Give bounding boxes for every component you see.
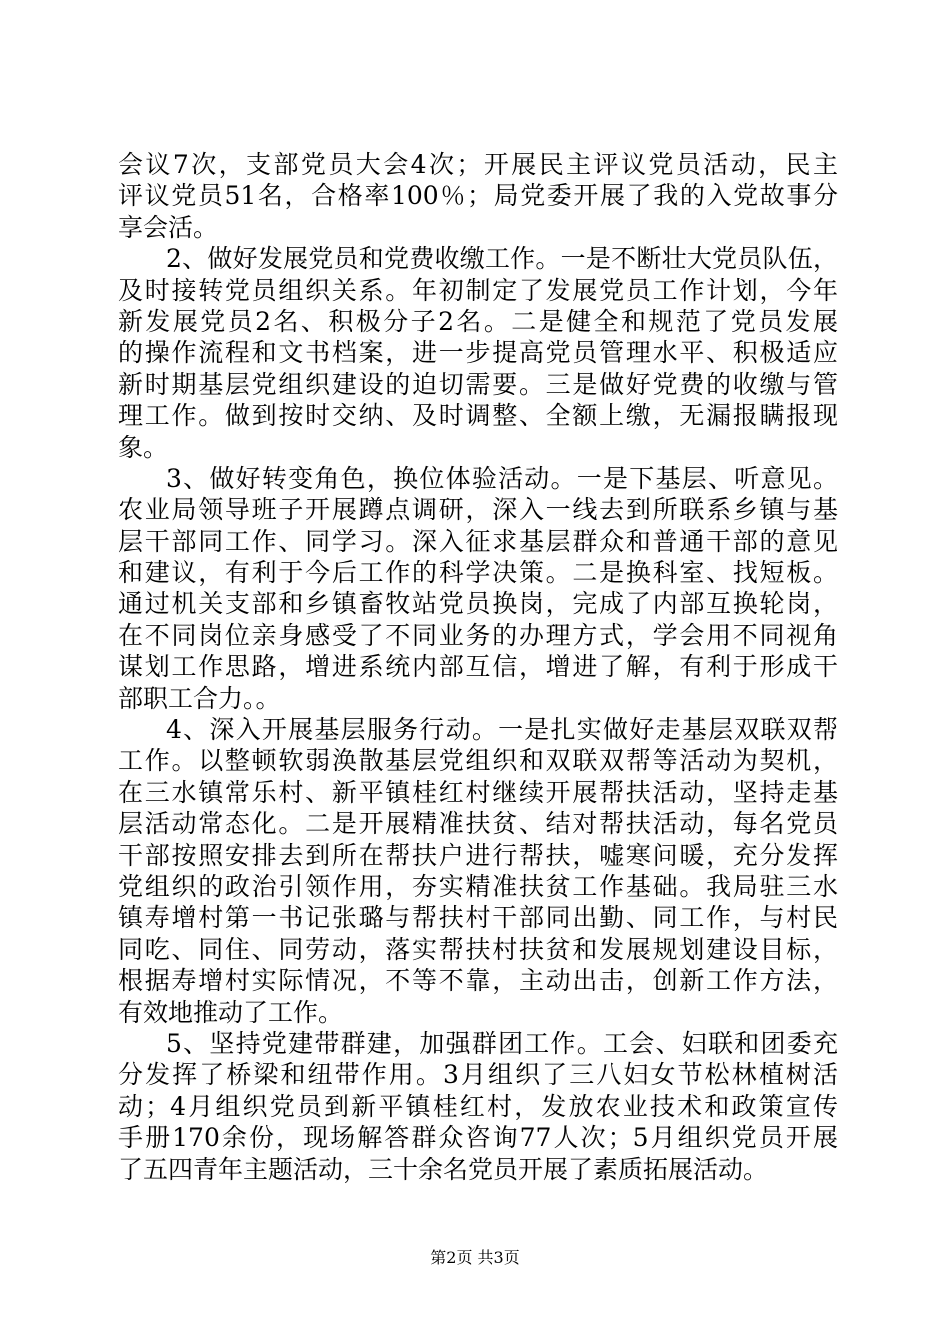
- text-line: 农业局领导班子开展蹲点调研，深入一线去到所联系乡镇与基: [118, 495, 838, 525]
- text-line: 新发展党员2名、积极分子2名。二是健全和规范了党员发展: [118, 306, 838, 336]
- text-line: 谋划工作思路，增进系统内部互信，增进了解，有利于形成干: [118, 652, 838, 682]
- text-line: 在三水镇常乐村、新平镇桂红村继续开展帮扶活动，坚持走基: [118, 777, 838, 807]
- text-line: 根据寿增村实际情况，不等不靠，主动出击，创新工作方法，: [118, 966, 838, 996]
- text-line: 有效地推动了工作。: [118, 997, 344, 1027]
- text-line: 评议党员51名，合格率100％；局党委开展了我的入党故事分: [118, 181, 838, 211]
- text-line: 干部按照安排去到所在帮扶户进行帮扶，嘘寒问暖，充分发挥: [118, 840, 838, 870]
- paragraph: [118, 243, 838, 463]
- document-body: [118, 149, 838, 1185]
- text-line: 2、做好发展党员和党费收缴工作。一是不断壮大党员队伍，: [166, 244, 838, 274]
- text-line: 享会活。: [118, 212, 219, 242]
- text-line: 新时期基层党组织建设的迫切需要。三是做好党费的收缴与管: [118, 369, 838, 399]
- text-line: 层干部同工作、同学习。深入征求基层群众和普通干部的意见: [118, 526, 838, 556]
- text-line: 分发挥了桥梁和纽带作用。3月组织了三八妇女节松林植树活: [118, 1060, 838, 1090]
- text-line: 层活动常态化。二是开展精准扶贫、结对帮扶活动，每名党员: [118, 809, 838, 839]
- paragraph: [118, 463, 838, 714]
- text-line: 4、深入开展基层服务行动。一是扎实做好走基层双联双帮: [166, 715, 838, 745]
- text-line: 同吃、同住、同劳动，落实帮扶村扶贫和发展规划建设目标，: [118, 934, 838, 964]
- paragraph: [118, 149, 838, 243]
- paragraph: [118, 1028, 838, 1185]
- paragraph: [118, 714, 838, 1028]
- text-line: 手册170余份，现场解答群众咨询77人次；5月组织党员开展: [118, 1123, 838, 1153]
- text-line: 3、做好转变角色，换位体验活动。一是下基层、听意见。: [166, 463, 838, 493]
- text-line: 理工作。做到按时交纳、及时调整、全额上缴，无漏报瞒报现: [118, 401, 838, 431]
- text-line: 通过机关支部和乡镇畜牧站党员换岗，完成了内部互换轮岗，: [118, 589, 838, 619]
- text-line: 工作。以整顿软弱涣散基层党组织和双联双帮等活动为契机，: [118, 746, 838, 776]
- text-line: 镇寿增村第一书记张璐与帮扶村干部同出勤、同工作，与村民: [118, 903, 838, 933]
- text-line: 在不同岗位亲身感受了不同业务的办理方式，学会用不同视角: [118, 620, 838, 650]
- text-line: 和建议，有利于今后工作的科学决策。二是换科室、找短板。: [118, 558, 838, 588]
- text-line: 动；4月组织党员到新平镇桂红村，发放农业技术和政策宣传: [118, 1091, 838, 1121]
- text-line: 部职工合力。。: [118, 683, 281, 713]
- text-line: 5、坚持党建带群建，加强群团工作。工会、妇联和团委充: [166, 1028, 838, 1058]
- text-line: 会议7次，支部党员大会4次；开展民主评议党员活动，民主: [118, 150, 838, 179]
- page-footer: 第2页 共3页: [430, 1248, 520, 1267]
- text-line: 及时接转党员组织关系。年初制定了发展党员工作计划，今年: [118, 275, 838, 305]
- text-line: 的操作流程和文书档案，进一步提高党员管理水平、积极适应: [118, 338, 838, 368]
- text-line: 象。: [118, 432, 169, 462]
- text-line: 了五四青年主题活动，三十余名党员开展了素质拓展活动。: [118, 1154, 769, 1184]
- text-line: 党组织的政治引领作用，夯实精准扶贫工作基础。我局驻三水: [118, 871, 838, 901]
